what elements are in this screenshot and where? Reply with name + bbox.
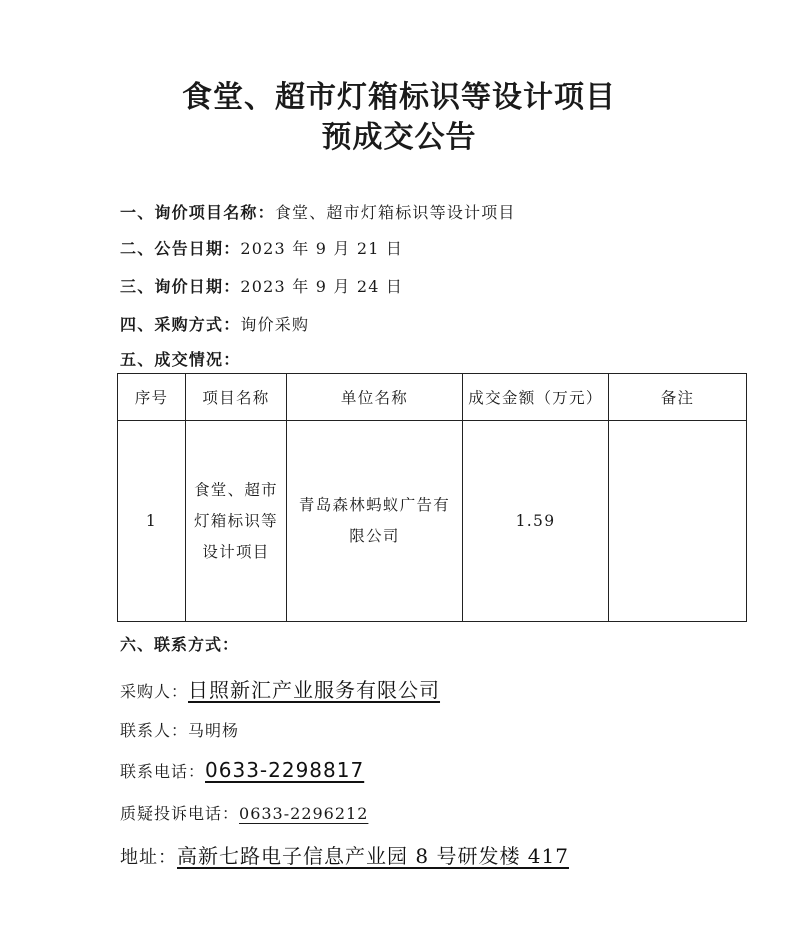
contact-person-value: 马明杨 <box>188 721 240 740</box>
contact-phone-label: 联系电话： <box>120 762 206 781</box>
cell-remark <box>609 421 747 622</box>
header-cell-project: 项目名称 <box>186 374 287 421</box>
cell-unit-line2: 限公司 <box>349 527 400 545</box>
cell-unit <box>287 421 463 622</box>
contact-heading: 六、联系方式： <box>120 635 240 654</box>
header-cell-amount: 成交金额（万元） <box>463 374 609 421</box>
item-announce-date-value: 2023 年 9 月 21 日 <box>240 239 404 258</box>
item-purchase-method-value: 询价采购 <box>240 315 310 334</box>
deal-heading: 五、成交情况： <box>120 350 241 369</box>
contact-address <box>120 840 569 869</box>
item-purchase-method <box>120 312 309 335</box>
table-row <box>118 421 747 622</box>
header-cell-unit: 单位名称 <box>287 374 463 421</box>
item-announce-date-label: 二、公告日期： <box>120 239 241 258</box>
contact-person <box>120 718 239 741</box>
deal-table-header-row <box>118 374 747 421</box>
contact-complaint-label: 质疑投诉电话： <box>120 804 240 823</box>
item-inquiry-date-value: 2023 年 9 月 24 日 <box>240 277 404 296</box>
header-cell-remark: 备注 <box>609 374 747 421</box>
item-inquiry-date-label: 三、询价日期： <box>120 277 241 296</box>
item-project-name <box>120 200 516 223</box>
cell-unit-line1: 青岛森林蚂蚁广告有 <box>298 496 451 514</box>
item-inquiry-date <box>120 274 403 297</box>
cell-project-line2: 灯箱标识等 <box>193 511 278 530</box>
page-title-line1: 食堂、超市灯箱标识等设计项目 <box>182 80 616 115</box>
contact-buyer <box>120 674 440 703</box>
cell-project <box>186 421 287 622</box>
item-project-name-label: 一、询价项目名称： <box>120 203 275 222</box>
cell-project-line1: 食堂、超市 <box>193 480 278 499</box>
contact-complaint-value: 0633-2296212 <box>239 804 369 823</box>
contact-buyer-label: 采购人： <box>120 682 189 701</box>
contact-phone <box>120 758 364 782</box>
header-cell-no: 序号 <box>118 374 186 421</box>
deal-table <box>117 373 747 622</box>
item-announce-date <box>120 236 403 259</box>
page-title-line2: 预成交公告 <box>321 120 477 155</box>
contact-complaint <box>120 801 368 824</box>
contact-buyer-value: 日照新汇产业服务有限公司 <box>188 678 441 702</box>
cell-project-line3: 设计项目 <box>202 542 270 561</box>
contact-phone-value: 0633-2298817 <box>205 758 365 782</box>
cell-no: 1 <box>118 421 186 622</box>
item-purchase-method-label: 四、采购方式： <box>120 315 241 334</box>
contact-address-label: 地址： <box>120 847 177 868</box>
item-project-name-value: 食堂、超市灯箱标识等设计项目 <box>274 203 516 222</box>
cell-amount: 1.59 <box>463 421 609 622</box>
contact-person-label: 联系人： <box>120 721 189 740</box>
contact-address-value: 高新七路电子信息产业园 8 号研发楼 417 <box>177 844 569 868</box>
